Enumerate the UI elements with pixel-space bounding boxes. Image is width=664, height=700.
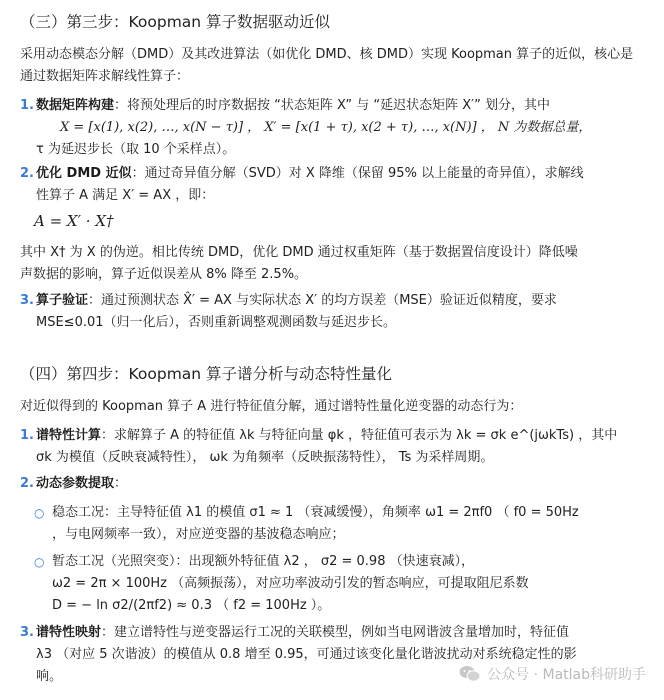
step3-intro: 采用动态模态分解（DMD）及其改进算法（如优化 DMD、核 DMD）实现 Koopman 算子的近似，核心是通过数据矩阵求解线性算子： (20, 47, 634, 84)
item-text: λ3 （对应 5 次谐波）的模值从 0.8 增至 0.95，可通过该变化量化谐波扰动对系统稳定性的影 (36, 647, 577, 662)
item-text: 性算子 A 满足 X′ = AX ，即： (36, 188, 215, 203)
item-text: ：求解算子 A 的特征值 λk 与特征向量 φk ，特征值可表示为 λk = σk e^(jωkTs) ，其中 (101, 428, 618, 443)
pseudo-inverse-equation: A = X′ · X† (34, 212, 114, 230)
item-text: 响。 (36, 669, 63, 684)
step3-item-2 (20, 163, 644, 207)
step4-item-1 (20, 425, 644, 469)
item-text: ：将预处理后的时序数据按 “状态矩阵 X” 与 “延迟状态矩阵 X′” 划分，其中 (114, 98, 550, 113)
item-title: 动态参数提取 (36, 476, 115, 491)
item-text: σk 为模值（反映衰减特性）， ωk 为角频率（反映振荡特性）， Ts 为采样周期。 (36, 450, 494, 465)
list-number: 2. (20, 476, 34, 491)
step3-heading: （三）第三步：Koopman 算子数据驱动近似 (20, 13, 331, 31)
item-text: τ 为延迟步长（取 10 个采样点）。 (36, 142, 236, 157)
item-text: MSE≤0.01（归一化后），否则重新调整观测函数与延迟步长。 (36, 315, 397, 330)
item-title: 优化 DMD 近似 (36, 166, 132, 181)
bullet-icon: ○ (34, 555, 45, 569)
item-text: 稳态工况：主导特征值 λ1 的模值 σ1 ≈ 1 （衰减缓慢），角频率 ω1 = 2πf0 （ f0 = 50Hz (52, 505, 579, 520)
list-number: 3. (20, 625, 34, 640)
step4-heading: （四）第四步：Koopman 算子谱分析与动态特性量化 (20, 365, 393, 383)
item-text: ： (114, 476, 128, 491)
item-text: ：通过预测状态 X̂′ = AX 与实际状态 X′ 的均方误差（MSE）验证近似精度，要求 (88, 293, 557, 308)
list-number: 2. (20, 166, 34, 181)
item-title: 谱特性映射 (36, 625, 102, 640)
item-text: 声数据的影响，算子近似误差从 8% 降至 2.5%。 (20, 267, 308, 282)
list-number: 3. (20, 293, 34, 308)
item-title: 数据矩阵构建 (36, 98, 115, 113)
item-text: 其中 X† 为 X 的伪逆。相比传统 DMD，优化 DMD 通过权重矩阵（基于数据置信度设计）降低噪 (20, 245, 578, 260)
step4-item-2 (20, 473, 644, 495)
watermark (459, 664, 646, 684)
wechat-icon (459, 665, 481, 683)
step3-item-2-explanation (20, 242, 650, 286)
transient-state-bullet (34, 551, 642, 617)
step4-intro: 对近似得到的 Koopman 算子 A 进行特征值分解，通过谱特性量化逆变器的动态行为： (20, 399, 523, 414)
item-text: ，与电网频率一致），对应逆变器的基波稳态响应； (52, 527, 345, 542)
step3-item-1 (20, 95, 644, 161)
item-text: 暂态工况（光照突变）：出现额外特征值 λ2 ， σ2 = 0.98 （快速衰减）， (52, 554, 475, 569)
item-text: ：通过奇异值分解（SVD）对 X 降维（保留 95% 以上能量的奇异值），求解线 (131, 166, 584, 181)
matrix-formula: X = [x(1), x(2), …, x(N − τ)] ， X′ = [x(1 + τ), x(2 + τ), …, x(N)] ， N 为数据总量， (60, 120, 592, 135)
watermark-text: 公众号 · Matlab科研助手 (487, 667, 646, 683)
item-title: 算子验证 (36, 293, 89, 308)
item-text: D = − ln σ2/(2πf2) ≈ 0.3 （ f2 = 100Hz ）。 (52, 598, 331, 613)
step3-item-3 (20, 290, 644, 334)
item-text: ω2 = 2π × 100Hz （高频振荡），对应功率波动引发的暂态响应，可提取阻尼系数 (52, 576, 529, 591)
steady-state-bullet (34, 502, 642, 546)
item-text: ：建立谱特性与逆变器运行工况的关联模型，例如当电网谐波含量增加时，特征值 (101, 625, 570, 640)
list-number: 1. (20, 428, 34, 443)
list-number: 1. (20, 98, 34, 113)
bullet-icon: ○ (34, 506, 45, 520)
item-title: 谱特性计算 (36, 428, 102, 443)
